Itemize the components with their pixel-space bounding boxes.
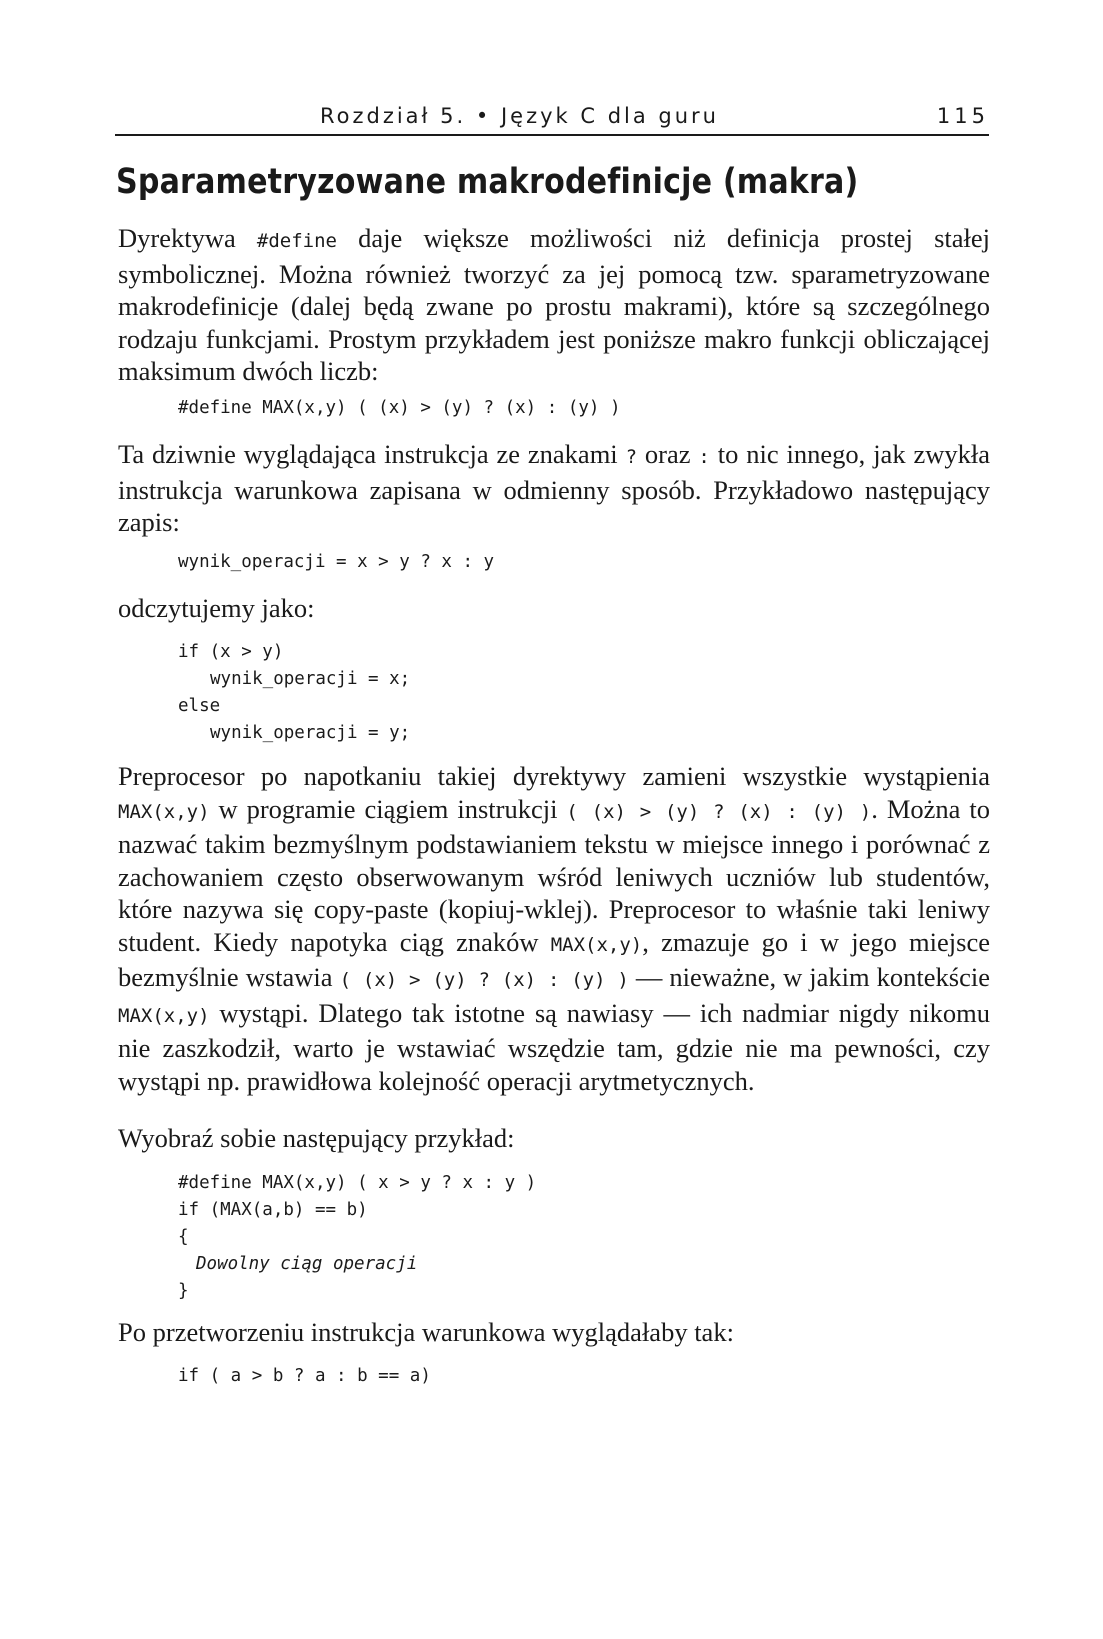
paragraph-intro: Dyrektywa #define daje większe możliwości niż definicja prostej stałej symbolicznej. Można również tworzyć za jej pomocą tzw. sparametryzowane makrodefinicje (dalej będą zwane po prostu makrami), które są szczególnego rodzaju funkcjami. Prostym przykładem jest poniższe makro funkcji obliczającej maksimum dwóch liczb:: [118, 223, 990, 386]
code-block-result: if ( a > b ? a : b == a): [178, 1366, 431, 1386]
inline-code: :: [698, 446, 710, 468]
paragraph-ternary: Ta dziwnie wyglądająca instrukcja ze znakami ? oraz : to nic innego, jak zwykła instrukcja warunkowa zapisana w odmienny sposób. Przykładowo następujący zapis:: [118, 439, 990, 537]
page-number: 115: [936, 104, 989, 128]
inline-code: ( (x) > (y) ? (x) : (y) ): [566, 800, 872, 823]
code-block-ternary: wynik_operacji = x > y ? x : y: [178, 552, 495, 572]
paragraph-after-processing: Po przetworzeniu instrukcja warunkowa wyglądałaby tak:: [118, 1317, 734, 1347]
inline-code: ?: [625, 446, 638, 468]
inline-code: MAX(x,y): [118, 1004, 210, 1027]
inline-code: ( (x) > (y) ? (x) : (y) ): [339, 969, 629, 991]
section-heading: Sparametryzowane makrodefinicje (makra): [116, 162, 859, 202]
code-block-example: #define MAX(x,y) ( x > y ? x : y ) if (MAX(a,b) == b) { Dowolny ciąg operacji }: [178, 1173, 537, 1301]
inline-code: #define: [256, 230, 337, 252]
paragraph-example-intro: Wyobraź sobie następujący przykład:: [118, 1123, 515, 1153]
inline-code: MAX(x,y): [550, 933, 643, 956]
inline-code: MAX(x,y): [118, 800, 210, 823]
code-block-if-else: if (x > y) wynik_operacji = x; else wynik_operacji = y;: [178, 642, 411, 743]
chapter-title: Rozdział 5. • Język C dla guru: [319, 104, 719, 128]
paragraph-read-as: odczytujemy jako:: [118, 593, 315, 623]
running-header: [115, 100, 989, 136]
paragraph-preprocessor: Preprocesor po napotkaniu takiej dyrektywy zamieni wszystkie wystąpienia MAX(x,y) w programie ciągiem instrukcji ( (x) > (y) ? (x) : (y) ). Można to nazwać takim bezmyślnym podstawianiem tekstu w miejsce innego i porównać z zachowaniem często obserwowanym wśród leniwych uczniów lub studentów, które nazywa się copy-paste (kopiuj-wklej). Preprocesor to właśnie taki leniwy student. Kiedy napotyka ciąg znaków MAX(x,y), zmazuje go i w jego miejsce bezmyślnie wstawia ( (x) > (y) ? (x) : (y) ) — nieważne, w jakim kontekście MAX(x,y) wystąpi. Dlatego tak istotne są nawiasy — ich nadmiar nigdy nikomu nie zaszkodził, warto je wstawiać wszędzie tam, gdzie nie ma pewności, czy wystąpi np. prawidłowa kolejność operacji arytmetycznych.: [118, 761, 990, 1096]
code-block-macro: #define MAX(x,y) ( (x) > (y) ? (x) : (y) ): [178, 398, 621, 418]
